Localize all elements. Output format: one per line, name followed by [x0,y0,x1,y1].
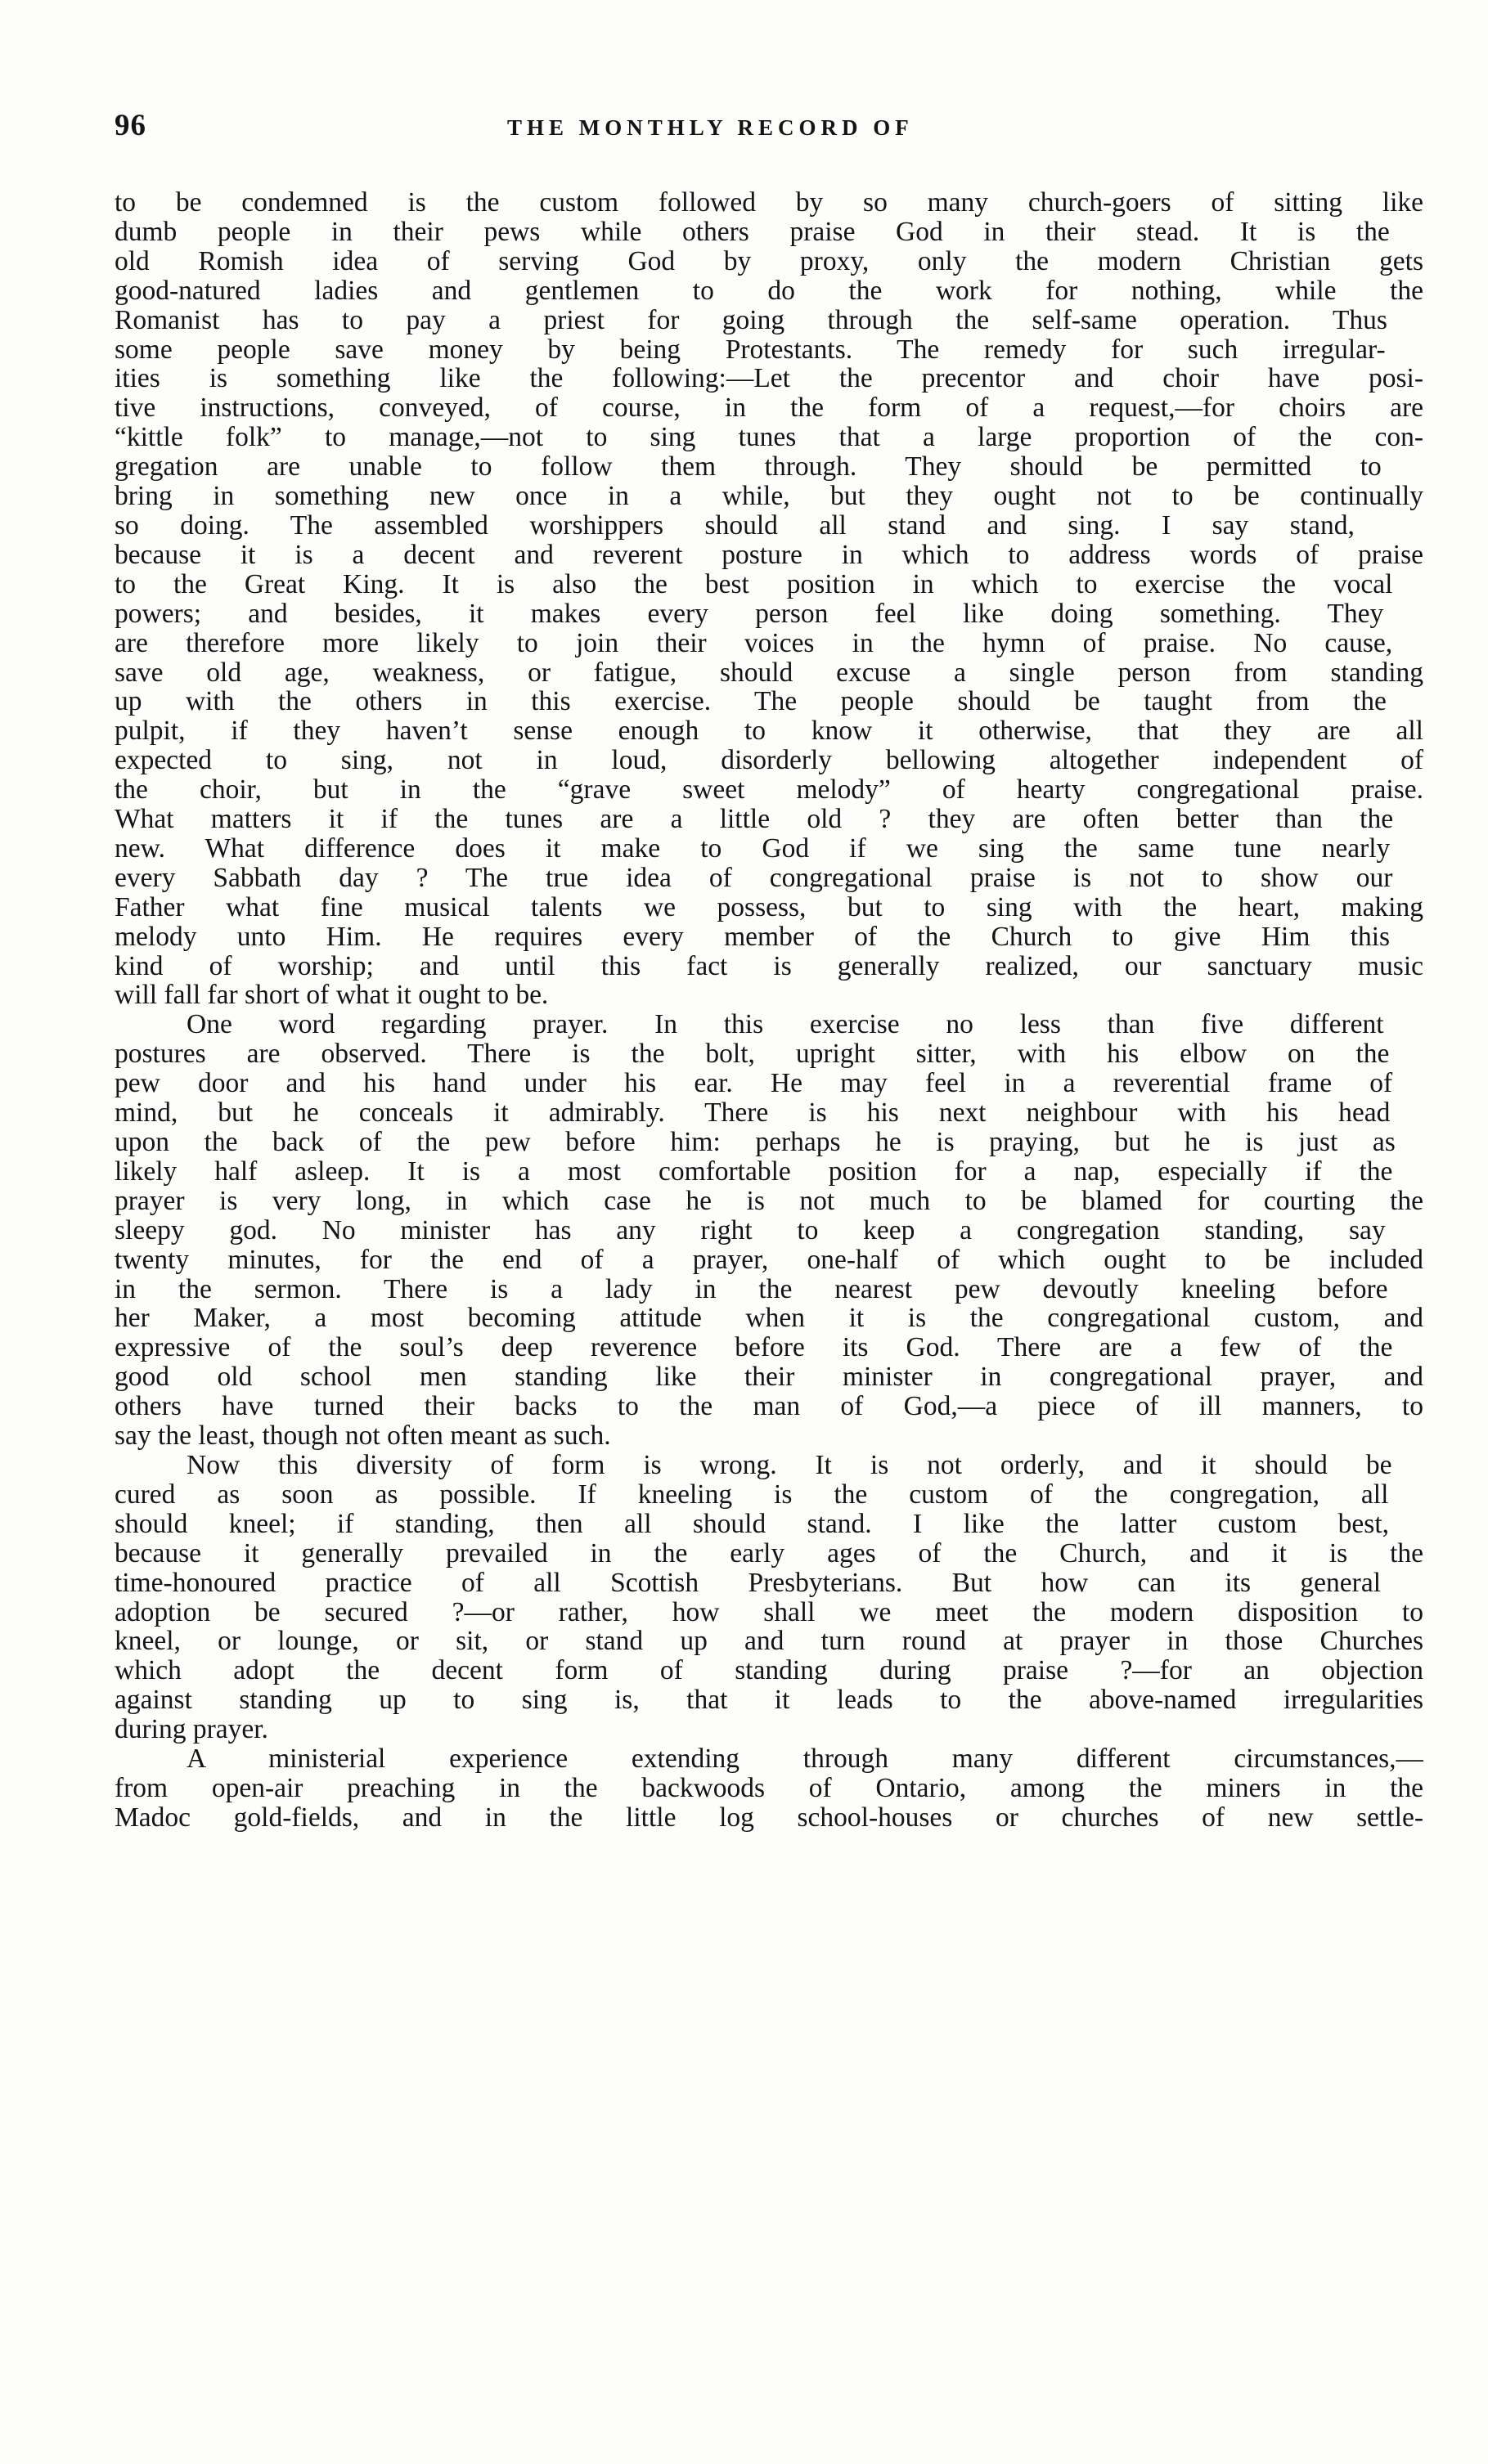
text-line: will fall far short of what it ought to be. [115,981,549,1011]
text-line: good old school men standing like their minister in congregational prayer, and [115,1362,1423,1393]
text-line: tive instructions, conveyed, of course, in the form of a request,—for choirs are [115,393,1423,424]
text-line: to be condemned is the custom followed by so many church-goers of sitting like [115,188,1423,218]
text-line: because it is a decent and reverent posture in which to address words of praise [115,540,1423,570]
text-line: new. What difference does it make to God if we sing the same tune nearly [115,833,1391,864]
running-head [115,108,1423,157]
text-line: because it generally prevailed in the early ages of the Church, and it is the [115,1538,1423,1569]
text-line: pulpit, if they haven’t sense enough to know it otherwise, that they are all [115,716,1423,747]
text-line: time-honoured practice of all Scottish Presbyterians. But how can its general [115,1568,1381,1598]
text-line: “kittle folk” to manage,—not to sing tunes that a large proportion of the con- [115,423,1423,453]
text-line: ities is something like the following:—Let the precentor and choir have posi- [115,364,1423,394]
text-line: to the Great King. It is also the best position in which to exercise the vocal [115,569,1393,599]
text-line: kind of worship; and until this fact is generally realized, our sanctuary music [115,951,1423,981]
text-line: should kneel; if standing, then all should stand. I like the latter custom best, [115,1509,1390,1539]
text-line: adoption be secured ?—or rather, how shall we meet the modern disposition to [115,1597,1423,1627]
text-line: cured as soon as possible. If kneeling is the custom of the congregation, all [115,1479,1389,1510]
text-line: dumb people in their pews while others praise God in their stead. It is the [115,217,1390,247]
text-line: prayer is very long, in which case he is not much to be blamed for courting the [115,1186,1423,1216]
text-line: say the least, though not often meant as such. [115,1421,611,1451]
paragraph-start-line: A ministerial experience extending through many different circumstances,— [187,1744,1423,1774]
text-line: postures are observed. There is the bolt, upright sitter, with his elbow on the [115,1039,1390,1070]
text-line: are therefore more likely to join their voices in the hymn of praise. No cause, [115,628,1393,658]
text-line: twenty minutes, for the end of a prayer, one-half of which ought to be included [115,1245,1423,1275]
text-line: pew door and his hand under his ear. He may feel in a reverential frame of [115,1069,1393,1099]
text-line: against standing up to sing is, that it leads to the above-named irregularities [115,1685,1423,1716]
text-line: bring in something new once in a while, but they ought not to be continually [115,482,1423,511]
text-line: expected to sing, not in loud, disorderly bellowing altogether independent of [115,746,1423,776]
text-line: Madoc gold-fields, and in the little log school-houses or churches of new settle- [115,1802,1423,1833]
text-line: which adopt the decent form of standing during praise ?—for an objection [115,1656,1423,1686]
text-line: some people save money by being Protestants. The remedy for such irregular- [115,334,1386,365]
running-title: THE MONTHLY RECORD OF [507,115,914,140]
paragraph-start-line: Now this diversity of form is wrong. It is not orderly, and it should be [187,1450,1392,1480]
text-line: melody unto Him. He requires every member of the Church to give Him this [115,922,1391,952]
text-line: others have turned their backs to the man of God,—a piece of ill manners, to [115,1392,1423,1422]
body-text [115,188,1423,1833]
text-line: up with the others in this exercise. The people should be taught from the [115,687,1387,717]
text-line: powers; and besides, it makes every person feel like doing something. They [115,599,1384,629]
text-line: Father what fine musical talents we possess, but to sing with the heart, making [115,892,1423,922]
text-line: during prayer. [115,1715,268,1745]
text-line: old Romish idea of serving God by proxy, only the modern Christian gets [115,246,1423,276]
text-line: What matters it if the tunes are a little old ? they are often better than the [115,805,1394,834]
paragraph-start-line: One word regarding prayer. In this exercise no less than five different [187,1010,1384,1040]
text-line: upon the back of the pew before him: perhaps he is praying, but he is just as [115,1128,1396,1157]
text-line: from open-air preaching in the backwoods of Ontario, among the miners in the [115,1773,1423,1803]
text-line: kneel, or lounge, or sit, or stand up and turn round at prayer in those Churches [115,1627,1423,1657]
text-line: her Maker, a most becoming attitude when it is the congregational custom, and [115,1304,1423,1334]
text-line: gregation are unable to follow them through. They should be permitted to [115,452,1382,482]
text-line: in the sermon. There is a lady in the nearest pew devoutly kneeling before [115,1274,1388,1304]
text-line: good-natured ladies and gentlemen to do the work for nothing, while the [115,276,1423,306]
text-line: likely half asleep. It is a most comfortable position for a nap, especially if the [115,1156,1393,1187]
text-line: the choir, but in the “grave sweet melody” of hearty congregational praise. [115,775,1423,806]
text-line: sleepy god. No minister has any right to keep a congregation standing, say [115,1215,1386,1245]
text-line: Romanist has to pay a priest for going through the self-same operation. Thus [115,305,1387,335]
text-line: expressive of the soul’s deep reverence before its God. There are a few of the [115,1333,1393,1363]
page-number: 96 [115,109,146,142]
text-line: mind, but he conceals it admirably. There is his next neighbour with his head [115,1098,1391,1128]
text-line: every Sabbath day ? The true idea of congregational praise is not to show our [115,863,1393,893]
text-line: save old age, weakness, or fatigue, should excuse a single person from standing [115,658,1423,688]
text-line: so doing. The assembled worshippers should all stand and sing. I say stand, [115,510,1355,541]
